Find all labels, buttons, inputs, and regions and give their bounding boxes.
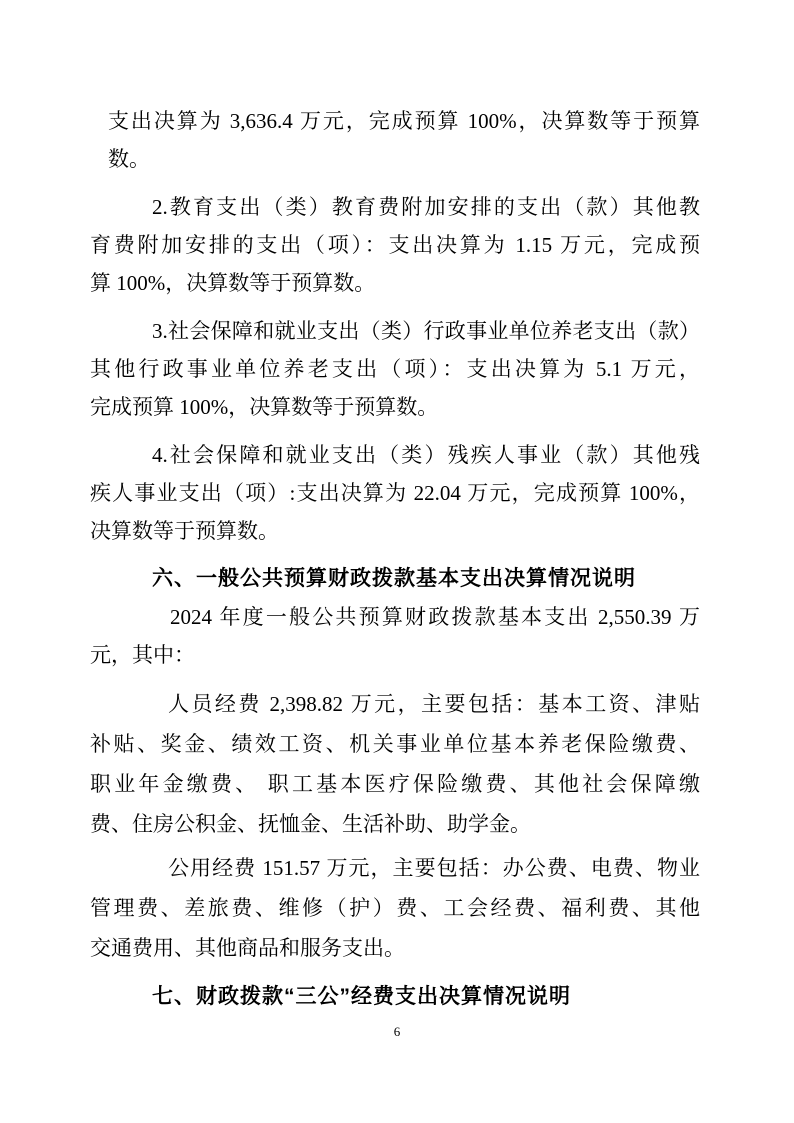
page-content [90, 102, 700, 1026]
text-line: 3.社会保障和就业支出（类）行政事业单位养老支出（款） [152, 319, 700, 343]
paragraph-item-4-disabled-programs [90, 436, 700, 550]
text-line: 4.社会保障和就业支出（类）残疾人事业（款）其他残 [152, 443, 700, 467]
text-line: 完成预算 100%，决算数等于预算数。 [90, 395, 439, 419]
text-line: 人员经费 2,398.82 万元，主要包括：基本工资、津贴 [168, 692, 700, 716]
paragraph-public-operating-funds [90, 848, 700, 968]
text-line: 其他行政事业单位养老支出（项）：支出决算为 5.1 万元， [90, 357, 700, 381]
text-line: 管理费、差旅费、维修（护）费、工会经费、福利费、其他 [90, 896, 700, 920]
heading-text: 七、财政拨款“三公”经费支出决算情况说明 [152, 985, 571, 1008]
paragraph-personnel-funds [90, 684, 700, 844]
text-line: 公用经费 151.57 万元，主要包括：办公费、电费、物业 [168, 856, 700, 880]
text-line: 育费附加安排的支出（项）：支出决算为 1.15 万元，完成预 [90, 233, 700, 257]
text-line: 补贴、奖金、绩效工资、机关事业单位基本养老保险缴费、 [90, 732, 700, 756]
text-line: 支出决算为 3,636.4 万元，完成预算 100%，决算数等于预算 [108, 109, 700, 133]
section-heading-seven [90, 978, 700, 1016]
paragraph-basic-expenditure-total [90, 598, 700, 674]
text-line: 疾人事业支出（项）:支出决算为 22.04 万元，完成预算 100%， [90, 481, 700, 505]
text-line: 2.教育支出（类）教育费附加安排的支出（款）其他教 [152, 195, 700, 219]
paragraph-item-2-education-surtax [90, 188, 700, 302]
heading-text: 六、一般公共预算财政拨款基本支出决算情况说明 [152, 567, 636, 590]
text-line: 2024 年度一般公共预算财政拨款基本支出 2,550.39 万 [170, 605, 700, 629]
paragraph-item-3-social-security-pension [90, 312, 700, 426]
text-line: 费、住房公积金、抚恤金、生活补助、助学金。 [90, 812, 531, 836]
text-line: 职业年金缴费、 职工基本医疗保险缴费、其他社会保障缴 [90, 772, 700, 796]
text-line: 数。 [108, 147, 150, 171]
text-line: 交通费用、其他商品和服务支出。 [90, 936, 405, 960]
page-number: 6 [393, 1024, 401, 1039]
text-line: 算 100%，决算数等于预算数。 [90, 271, 376, 295]
text-line: 元，其中： [90, 643, 195, 667]
paragraph-item-1-continuation [90, 102, 700, 178]
text-line: 决算数等于预算数。 [90, 519, 279, 543]
section-heading-six [90, 560, 700, 598]
